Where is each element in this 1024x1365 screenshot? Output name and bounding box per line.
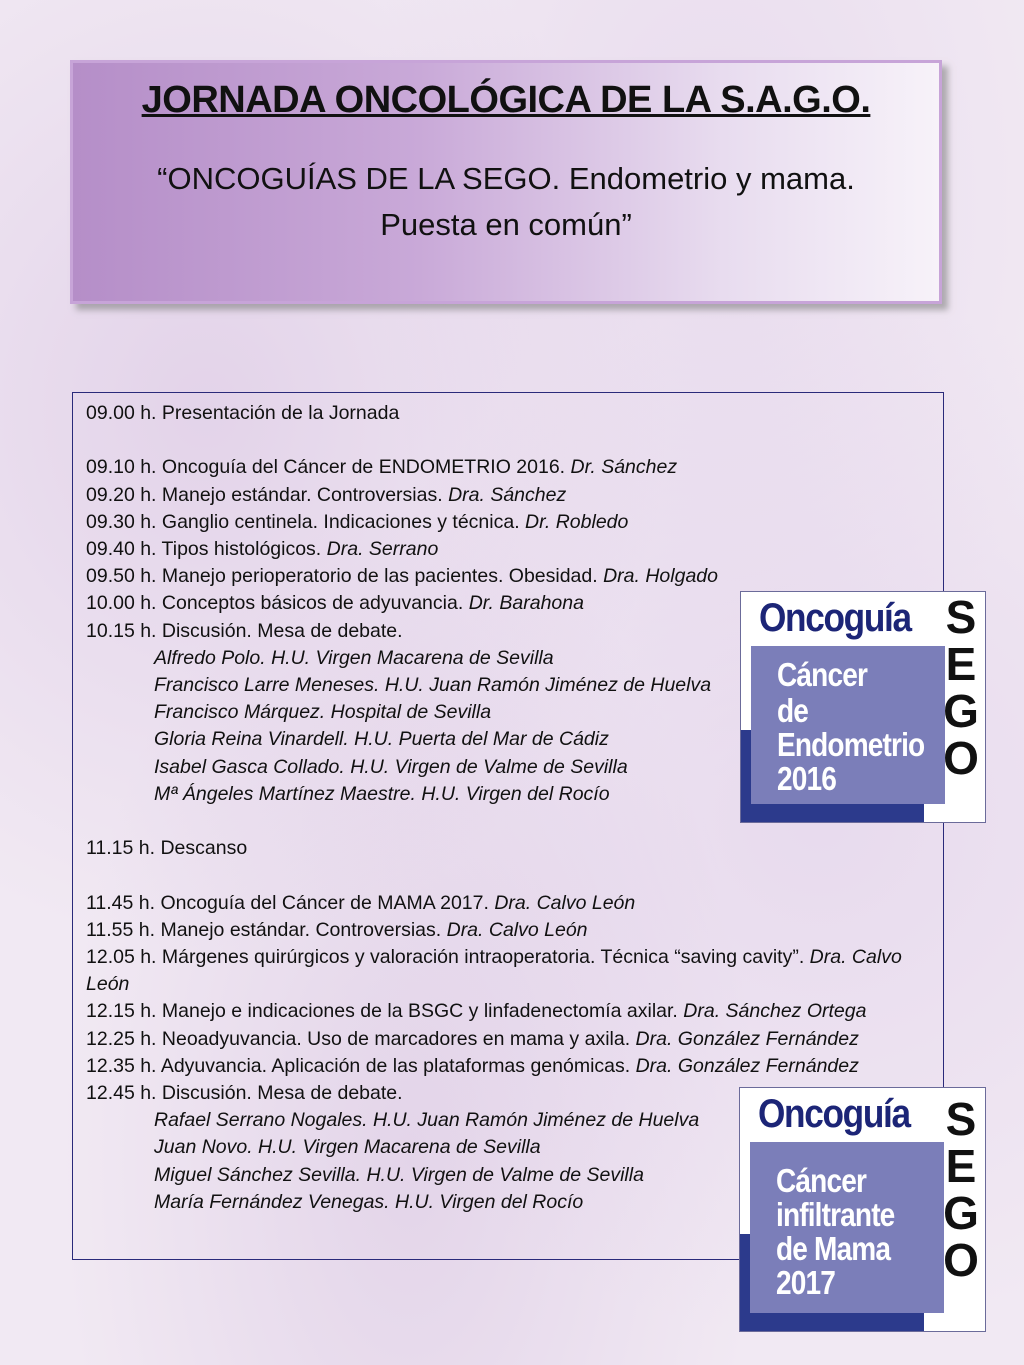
agenda-item: 11.55 h. Manejo estándar. Controversias. Dra. Calvo León [86, 918, 588, 941]
logo-brand: Oncoguía [759, 596, 911, 640]
agenda-item: 12.05 h. Márgenes quirúrgicos y valoración intraoperatoria. Técnica “saving cavity”. Dra. Calvo León [86, 946, 902, 996]
subtitle-line-1: “ONCOGUÍAS DE LA SEGO. Endometrio y mama. [157, 161, 855, 196]
speaker: Dra. Serrano [326, 538, 439, 560]
panelist: Juan Novo. H.U. Virgen Macarena de Sevilla [154, 1136, 541, 1159]
panelist: Mª Ángeles Martínez Maestre. H.U. Virgen del Rocío [154, 782, 610, 805]
speaker: Dra. Calvo León [86, 946, 902, 996]
panelist: Miguel Sánchez Sevilla. H.U. Virgen de Valme de Sevilla [154, 1163, 644, 1186]
page-title: JORNADA ONCOLÓGICA DE LA S.A.G.O. [141, 79, 871, 121]
panelist: María Fernández Venegas. H.U. Virgen del Rocío [154, 1190, 584, 1213]
logo-line: 2016 [777, 760, 837, 797]
speaker: Dra. Sánchez Ortega [683, 1000, 867, 1023]
agenda-item: 09.50 h. Manejo perioperatorio de las pacientes. Obesidad. Dra. Holgado [86, 565, 718, 588]
agenda-item: 09.20 h. Manejo estándar. Controversias. Dra. Sánchez [86, 483, 567, 506]
logo-line: infiltrante [776, 1196, 895, 1233]
agenda-item: 10.15 h. Discusión. Mesa de debate. [86, 619, 403, 642]
speaker: Dr. Barahona [468, 592, 584, 615]
agenda-item: 09.40 h. Tipos histológicos. Dra. Serrano [86, 538, 439, 560]
subtitle-line-2: Puesta en común” [380, 207, 632, 242]
page-subtitle [73, 156, 939, 248]
agenda-item: 12.35 h. Adyuvancia. Aplicación de las plataformas genómicas. Dra. González Fernández [86, 1054, 859, 1077]
speaker: Dra. Calvo León [446, 918, 588, 941]
speaker: Dra. Sánchez [448, 483, 567, 506]
speaker: Dra. Holgado [603, 565, 718, 588]
logo-line: 2017 [776, 1264, 836, 1301]
panelist: Isabel Gasca Collado. H.U. Virgen de Valme de Sevilla [154, 755, 628, 778]
agenda-item: 12.25 h. Neoadyuvancia. Uso de marcadores en mama y axila. Dra. González Fernández [86, 1027, 859, 1050]
panelist: Rafael Serrano Nogales. H.U. Juan Ramón Jiménez de Huelva [154, 1109, 700, 1132]
logo-sego-vertical: S E G O [943, 591, 979, 784]
logo-line: de [777, 692, 809, 729]
agenda-item: 10.00 h. Conceptos básicos de adyuvancia. Dr. Barahona [86, 592, 584, 615]
oncoguia-mama-logo [739, 1087, 986, 1332]
speaker: Dra. Calvo León [494, 891, 636, 914]
panelist: Francisco Márquez. Hospital de Sevilla [154, 701, 492, 724]
speaker: Dra. González Fernández [635, 1054, 859, 1077]
panelist: Francisco Larre Meneses. H.U. Juan Ramón Jiménez de Huelva [154, 674, 712, 697]
speaker: Dra. González Fernández [635, 1027, 859, 1050]
speaker: Dr. Robledo [525, 510, 629, 533]
agenda-item: 11.15 h. Descanso [86, 837, 248, 860]
header-banner [70, 60, 942, 304]
agenda-item: 11.45 h. Oncoguía del Cáncer de MAMA 2017. Dra. Calvo León [86, 891, 636, 914]
logo-line: Cáncer [777, 656, 868, 693]
speaker: Dr. Sánchez [570, 456, 678, 479]
agenda-item: 12.15 h. Manejo e indicaciones de la BSGC y linfadenectomía axilar. Dra. Sánchez Ortega [86, 1000, 867, 1023]
panelist: Alfredo Polo. H.U. Virgen Macarena de Sevilla [154, 646, 554, 669]
agenda-item: 09.30 h. Ganglio centinela. Indicaciones y técnica. Dr. Robledo [86, 510, 629, 533]
agenda-item: 12.45 h. Discusión. Mesa de debate. [86, 1082, 403, 1105]
logo-line: Cáncer [776, 1162, 867, 1199]
logo-brand: Oncoguía [758, 1092, 910, 1136]
panelist: Gloria Reina Vinardell. H.U. Puerta del Mar de Cádiz [154, 728, 609, 751]
logo-line: Endometrio [777, 726, 925, 763]
oncoguia-endometrio-logo [740, 591, 986, 823]
agenda-item: 09.00 h. Presentación de la Jornada [86, 402, 400, 424]
logo-sego-vertical: S E G O [943, 1093, 979, 1286]
logo-line: de Mama [776, 1230, 891, 1267]
agenda-item: 09.10 h. Oncoguía del Cáncer de ENDOMETRIO 2016. Dr. Sánchez [86, 456, 678, 479]
